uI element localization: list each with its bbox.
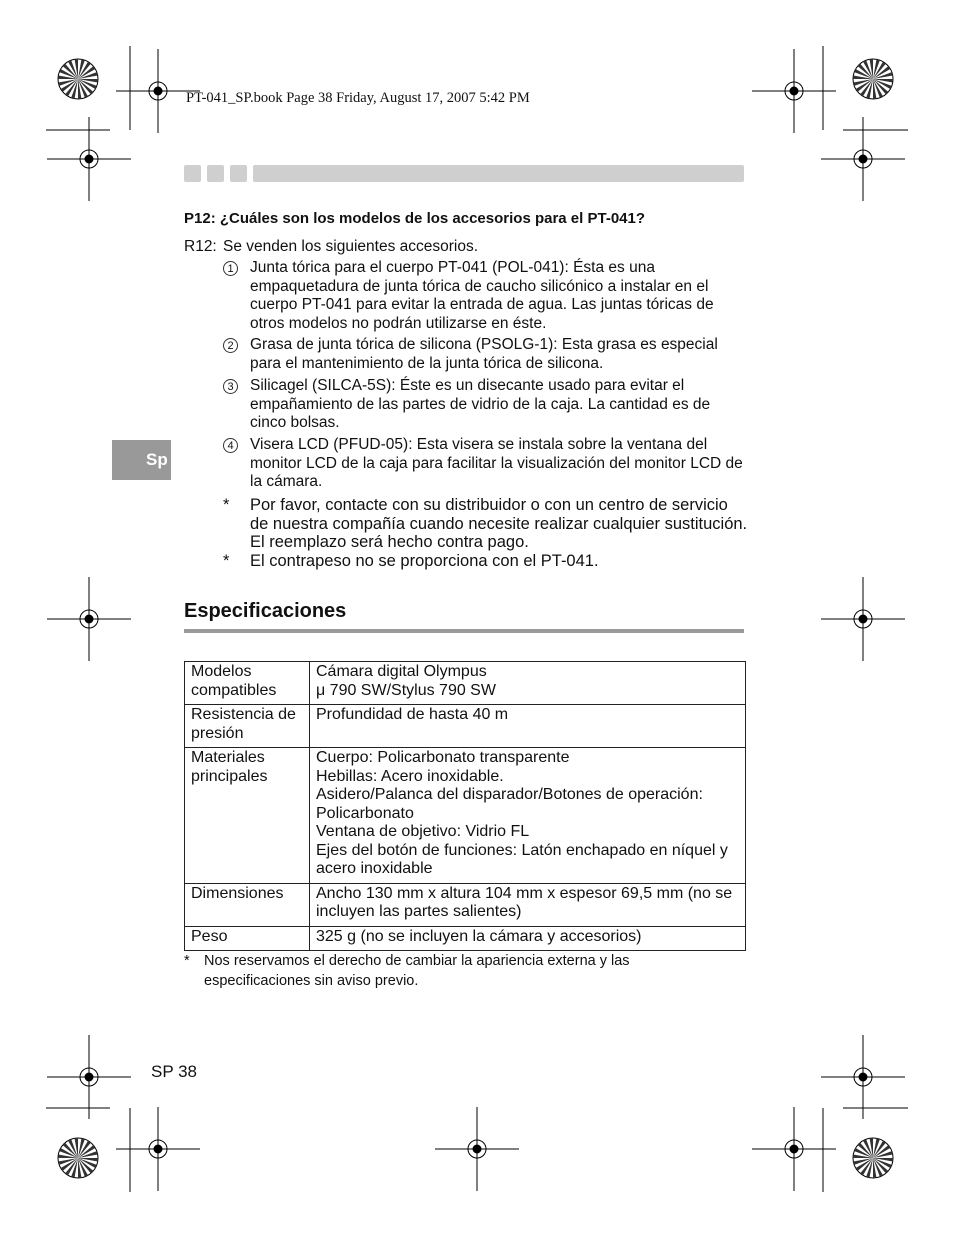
page-number: SP 38 (151, 1062, 198, 1081)
spec-value (310, 662, 746, 705)
registration-mark-icon (435, 1107, 519, 1191)
spec-row (185, 926, 746, 951)
title-bar-square-1 (184, 165, 201, 182)
star-target-icon (853, 1138, 893, 1178)
note-marker: * (223, 552, 230, 570)
title-bar-square-3 (230, 165, 247, 182)
accessory-item (223, 377, 748, 433)
title-bar-square-2 (207, 165, 224, 182)
spec-key: Materiales principales (185, 748, 310, 884)
spec-value-line: μ 790 SW/Stylus 790 SW (316, 681, 496, 699)
registration-mark-icon (47, 1035, 131, 1119)
section-rule (184, 629, 744, 633)
accessory-text: Grasa de junta tórica de silicona (PSOLG-1): Esta grasa es especial para el mantenimiento de la junta tórica de silicona. (250, 336, 718, 372)
registration-mark-icon (821, 1035, 905, 1119)
note-item (223, 496, 748, 552)
spec-value (310, 926, 746, 951)
footnote-text: Nos reservamos el derecho de cambiar la apariencia externa y las especificaciones sin aviso previo. (204, 953, 630, 989)
accessory-text: Visera LCD (PFUD-05): Esta visera se instala sobre la ventana del monitor LCD de la caja para facilitar la visualización del monitor LCD de la cámara. (250, 436, 743, 490)
spec-value-line: Cámara digital Olympus (316, 663, 487, 680)
spec-key: Dimensiones (185, 883, 310, 926)
item-number-4: 4 (223, 438, 238, 453)
accessory-text: Junta tórica para el cuerpo PT-041 (POL-041): Ésta es una empaquetadura de junta tórica de caucho silicónico a instalar en el cuerpo PT-041 para evitar la entrada de agua. Las juntas tóricas de otros modelos no podrán utilizarse en éste. (250, 259, 714, 332)
footnote-marker: * (184, 953, 190, 969)
spec-row (185, 748, 746, 884)
note-text: Por favor, contacte con su distribuidor o con un centro de servicio de nuestra compañía cuando necesite realizar cualquier sustitución. El reemplazo será hecho contra pago. (250, 496, 748, 551)
spec-value-line: Hebillas: Acero inoxidable. (316, 767, 504, 785)
spec-row (185, 662, 746, 705)
answer-intro: Se venden los siguientes accesorios. (223, 238, 479, 255)
spec-row (185, 705, 746, 748)
spec-key: Resistencia de presión (185, 705, 310, 748)
accessory-item (223, 436, 748, 492)
spec-value (310, 748, 746, 884)
note-text: El contrapeso no se proporciona con el PT-041. (250, 552, 599, 570)
star-target-icon (58, 59, 98, 99)
item-number-2: 2 (223, 338, 238, 353)
section-title: Especificaciones (184, 600, 347, 622)
spec-value-line: Ancho 130 mm x altura 104 mm x espesor 69,5 mm (no se incluyen las partes salientes) (316, 884, 733, 920)
spec-footnote (184, 952, 724, 991)
answer-tag: R12: (184, 238, 217, 255)
header-book-line: PT-041_SP.book Page 38 Friday, August 17, 2007 5:42 PM (186, 90, 530, 106)
item-number-3: 3 (223, 379, 238, 394)
accessory-item (223, 336, 748, 373)
note-item (223, 552, 748, 571)
spec-value (310, 883, 746, 926)
registration-mark-icon (821, 577, 905, 661)
spec-value (310, 705, 746, 748)
registration-mark-icon (47, 577, 131, 661)
registration-mark-icon (116, 1107, 200, 1191)
spec-value-line: Cuerpo: Policarbonato transparente (316, 749, 570, 766)
spec-key: Peso (185, 926, 310, 951)
title-bar (253, 165, 744, 182)
accessory-text: Silicagel (SILCA-5S): Éste es un disecante usado para evitar el empañamiento de las partes de vidrio de la caja. La cantidad es de cinco bolsas. (250, 377, 711, 431)
item-number-1: 1 (223, 261, 238, 276)
spec-table (184, 661, 746, 951)
spec-value-line: Asidero/Palanca del disparador/Botones de operación: Policarbonato (316, 786, 703, 822)
star-target-icon (853, 59, 893, 99)
faq-question: P12: ¿Cuáles son los modelos de los accesorios para el PT-041? (184, 210, 646, 227)
spec-value-line: Profundidad de hasta 40 m (316, 706, 509, 723)
star-target-icon (58, 1138, 98, 1178)
spec-value-line: Ventana de objetivo: Vidrio FL (316, 823, 530, 840)
spec-value-line: 325 g (no se incluyen la cámara y accesorios) (316, 927, 642, 945)
note-marker: * (223, 496, 230, 514)
spec-row (185, 883, 746, 926)
spec-key: Modelos compatibles (185, 662, 310, 705)
spec-value-line: Ejes del botón de funciones: Latón enchapado en níquel y acero inoxidable (316, 841, 728, 877)
language-tab: Sp (112, 440, 171, 480)
accessory-item (223, 259, 748, 333)
